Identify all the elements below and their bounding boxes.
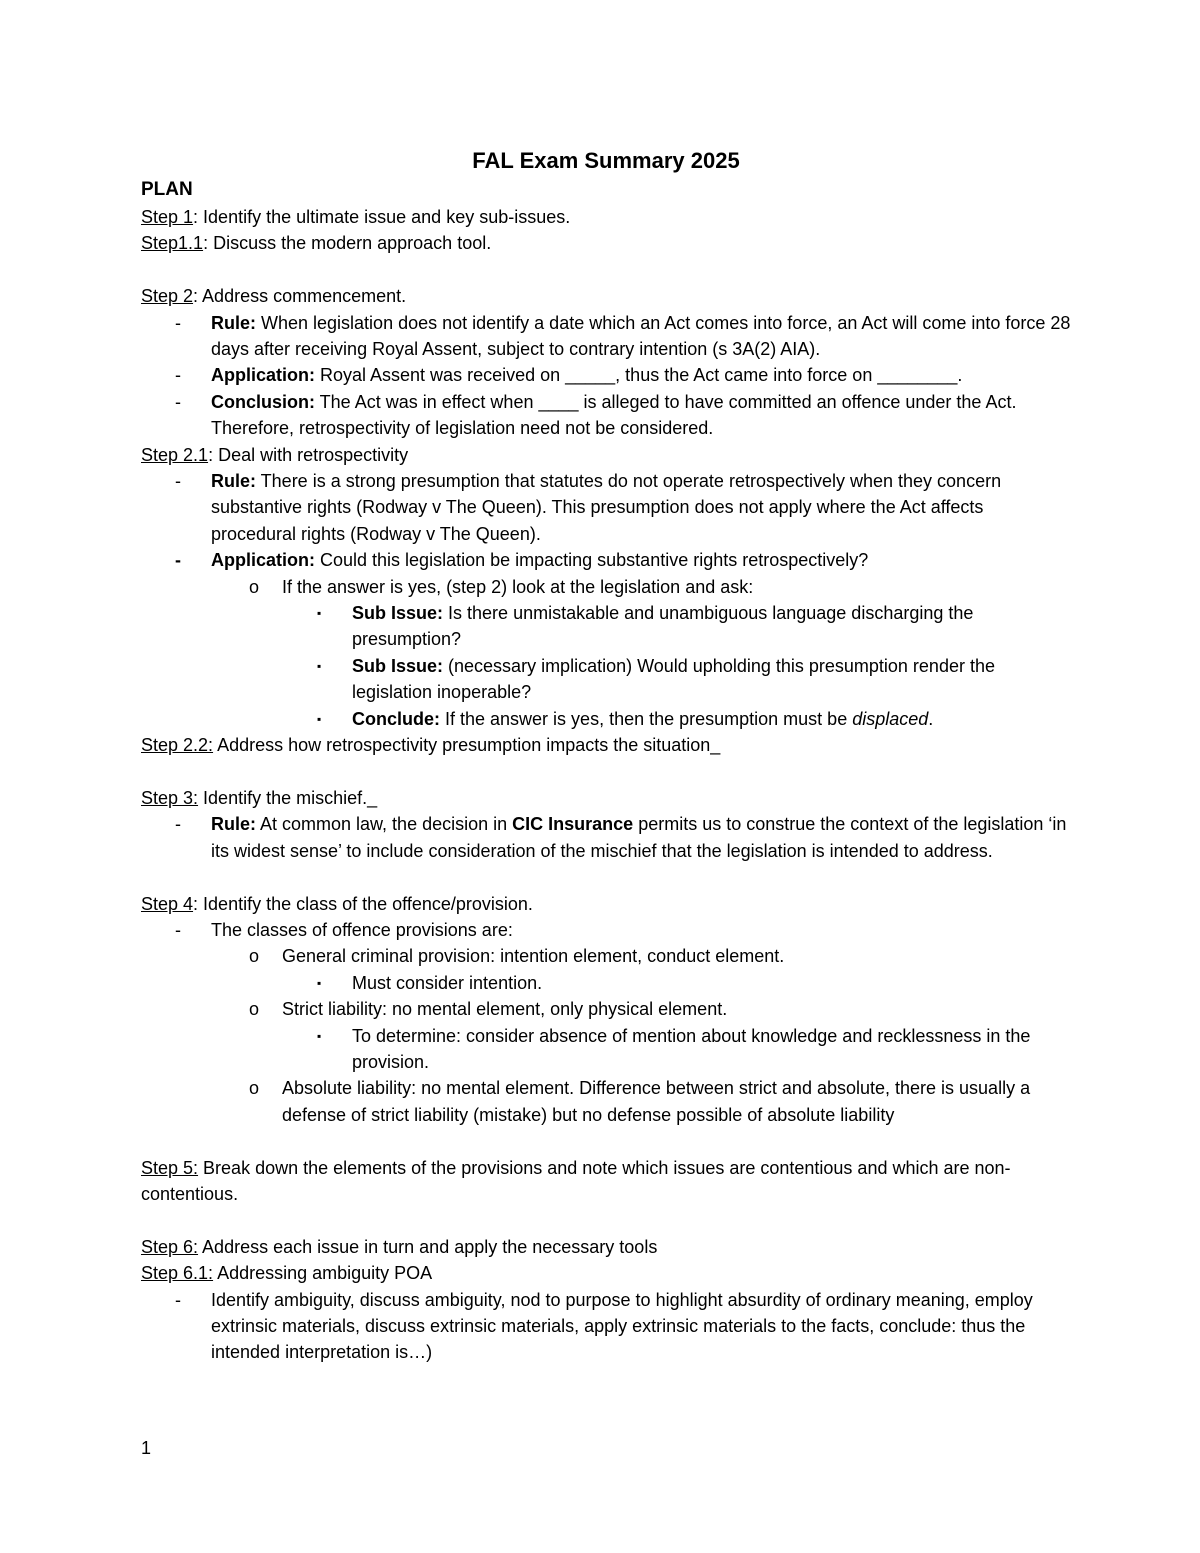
list-item xyxy=(141,1287,1071,1366)
step-text: : Identify the class of the offence/provision. xyxy=(193,893,533,914)
list-item xyxy=(141,1075,1071,1128)
item-text: There is a strong presumption that statutes do not operate retrospectively when they concern substantive rights (Rodway v The Queen). This presumption does not apply where the Act affects procedural rights (Rodway v The Queen). xyxy=(211,471,1002,544)
step-2-2 xyxy=(141,732,1071,758)
list-item xyxy=(141,310,1071,363)
dash-bullet: - xyxy=(175,391,181,412)
item-text: (necessary implication) Would upholding this presumption render the legislation inoperable? xyxy=(352,655,995,703)
list-item xyxy=(141,547,1071,573)
dash-bullet: - xyxy=(175,312,181,333)
item-label: Conclusion: xyxy=(211,391,315,412)
list-item xyxy=(141,468,1071,547)
dash-bullet: - xyxy=(175,814,181,835)
dash-bullet: - xyxy=(175,1289,181,1310)
step-text: : Address commencement. xyxy=(193,286,407,307)
list-item xyxy=(141,1023,1071,1076)
square-bullet: ▪ xyxy=(317,606,322,621)
item-emphasis: displaced xyxy=(852,708,929,729)
item-label: Application: xyxy=(211,365,315,386)
step-label: Step 6: xyxy=(141,1236,199,1257)
spacer xyxy=(141,759,1071,785)
document-page xyxy=(141,146,1071,1366)
spacer xyxy=(141,864,1071,890)
item-text: Identify ambiguity, discuss ambiguity, nod to purpose to highlight absurdity of ordinary meaning, employ extrinsic materials, discuss extrinsic materials, apply extrinsic materials to the facts, conclude: thus the intended interpretation is…) xyxy=(211,1289,1033,1363)
circle-bullet: o xyxy=(249,999,260,1020)
list-item xyxy=(141,917,1071,943)
step-text: Addressing ambiguity POA xyxy=(213,1263,433,1284)
step-label: Step 2.2: xyxy=(141,735,214,756)
step-label: Step 3: xyxy=(141,787,199,808)
step-4 xyxy=(141,891,1071,917)
step-label: Step 4 xyxy=(141,893,194,914)
plan-heading: PLAN xyxy=(141,179,193,200)
step-text: Address each issue in turn and apply the necessary tools xyxy=(198,1236,658,1257)
step-text: : Deal with retrospectivity xyxy=(208,444,409,465)
item-text: Strict liability: no mental element, only physical element. xyxy=(282,999,728,1020)
list-item xyxy=(141,362,1071,388)
item-label: Rule: xyxy=(211,814,256,835)
list-item xyxy=(141,811,1071,864)
list-item xyxy=(141,389,1071,442)
square-bullet: ▪ xyxy=(317,975,322,990)
item-label: Rule: xyxy=(211,471,256,492)
item-text: Absolute liability: no mental element. Difference between strict and absolute, there is usually a defense of strict liability (mistake) but no defense possible of absolute liability xyxy=(282,1078,1031,1125)
case-name: CIC Insurance xyxy=(512,814,634,835)
step-label: Step 2 xyxy=(141,286,194,307)
spacer xyxy=(141,1207,1071,1233)
list-item xyxy=(141,706,1071,732)
step-text: Identify the mischief._ xyxy=(198,787,378,808)
step-5 xyxy=(141,1155,1071,1208)
item-label: Sub Issue: xyxy=(352,655,444,676)
step-2-1 xyxy=(141,442,1071,468)
item-text: If the answer is yes, (step 2) look at the legislation and ask: xyxy=(282,576,754,597)
item-text: Must consider intention. xyxy=(352,972,543,993)
square-bullet: ▪ xyxy=(317,1028,322,1043)
list-item xyxy=(141,996,1071,1022)
step-label: Step 6.1: xyxy=(141,1263,214,1284)
item-text: Is there unmistakable and unambiguous language discharging the presumption? xyxy=(352,603,974,650)
step-label: Step 2.1 xyxy=(141,444,209,465)
dash-bullet: - xyxy=(175,471,181,492)
page-title: FAL Exam Summary 2025 xyxy=(472,148,740,173)
list-item xyxy=(141,574,1071,600)
item-text: When legislation does not identify a date which an Act comes into force, an Act will come into force 28 days after receiving Royal Assent, subject to contrary intention (s 3A(2) AIA). xyxy=(211,312,1071,360)
circle-bullet: o xyxy=(249,576,260,597)
step-6-1 xyxy=(141,1260,1071,1286)
dash-bullet: - xyxy=(175,919,181,940)
item-text: Could this legislation be impacting substantive rights retrospectively? xyxy=(315,550,869,571)
step-label: Step 5: xyxy=(141,1157,199,1178)
step-1-1 xyxy=(141,230,1071,256)
spacer xyxy=(141,1128,1071,1154)
item-text-end: permits us to construe the context of the legislation ‘in its widest sense’ to include consideration of the mischief that the legislation is intended to address. xyxy=(211,814,1067,861)
item-text: At common law, the decision in xyxy=(256,814,513,835)
step-6 xyxy=(141,1234,1071,1260)
item-label: Rule: xyxy=(211,312,256,333)
item-text: If the answer is yes, then the presumption must be xyxy=(440,708,853,729)
step-text: Break down the elements of the provisions and note which issues are contentious and which are non-contentious. xyxy=(141,1157,1011,1204)
item-label: Application: xyxy=(211,550,315,571)
step-label: Step 1 xyxy=(141,207,194,227)
dash-bullet: - xyxy=(175,365,181,386)
list-item xyxy=(141,600,1071,653)
item-label: Sub Issue: xyxy=(352,603,444,624)
square-bullet: ▪ xyxy=(317,658,322,673)
square-bullet: ▪ xyxy=(317,711,322,726)
list-item xyxy=(141,653,1071,706)
step-text: : Identify the ultimate issue and key sub-issues. xyxy=(193,207,571,227)
circle-bullet: o xyxy=(249,1078,260,1099)
circle-bullet: o xyxy=(249,946,260,967)
step-3 xyxy=(141,785,1071,811)
step-text: Address how retrospectivity presumption impacts the situation_ xyxy=(213,735,721,756)
item-text: Royal Assent was received on _____, thus the Act came into force on ________. xyxy=(315,365,963,386)
item-text: The classes of offence provisions are: xyxy=(211,919,513,940)
step-1 xyxy=(141,204,1071,230)
spacer xyxy=(141,257,1071,283)
page-number: 1 xyxy=(141,1438,152,1458)
step-text: : Discuss the modern approach tool. xyxy=(203,233,492,254)
item-text: General criminal provision: intention element, conduct element. xyxy=(282,946,785,967)
item-text-end: . xyxy=(928,708,934,729)
dash-bullet: - xyxy=(175,550,181,571)
list-item xyxy=(141,943,1071,969)
step-2 xyxy=(141,283,1071,309)
step-label: Step1.1 xyxy=(141,233,204,254)
item-text: The Act was in effect when ____ is alleged to have committed an offence under the Act. Therefore, retrospectivity of legislation need not be considered. xyxy=(211,391,1017,439)
item-text: To determine: consider absence of mention about knowledge and recklessness in the provision. xyxy=(352,1025,1031,1072)
list-item xyxy=(141,970,1071,996)
item-label: Conclude: xyxy=(352,708,440,729)
